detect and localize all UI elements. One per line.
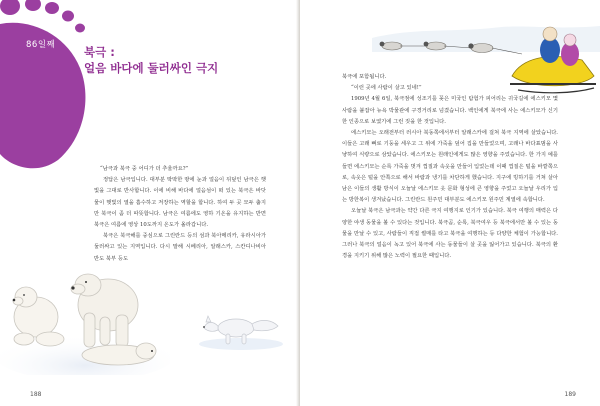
- left-paragraph-1: “남극과 북극 중 어디가 더 추울까요?”: [100, 166, 189, 172]
- right-page: [300, 0, 600, 406]
- right-paragraph-2: “이런 곳에 사람이 살고 있네!”: [351, 85, 422, 92]
- day-badge: 86일째: [26, 40, 56, 50]
- left-page: [0, 0, 299, 406]
- left-paragraph-3: 북극은 북극해를 중심으로 그린란드 등의 섬과 북아메리카, 유라시아가 둘러싸고 있는 지역입니다. 다시 말해 시베리아, 알래스카, 스칸디나비아 반도 북부 등도: [94, 233, 266, 262]
- right-paragraph-1: 북극에 포함됩니다.: [342, 74, 387, 80]
- chapter-title-line2: 얼음 바다에 둘러싸인 극지: [84, 61, 219, 75]
- right-paragraph-4: 에스키모는 오래전부터 러시아 북동쪽에서부터 알래스카에 걸쳐 북극 지역에 살았습니다. 이들은 고래 뼈로 기둥을 세우고 그 위에 가죽을 덮어 집을 만들었으며, 고래나 바다표범을 사냥하여 식량으로 삼았습니다. 에스키모는 원래인에게도 많은 영향을 주었습니다. 한 가지 예를 들면 에스키모는 순록 가죽을 벗겨 껍질과 속옷을 만들어 입었는데 이때 껍질은 털을 바깥쪽으로, 속옷은 털을 안쪽으로 해서 바람과 냉기를 차단하게 했습니다. 지구에 빙하기를 거쳐 살아남은 이들의 생활 방식이 오늘날 에스키모 옷 문화 형성에 큰 영향을 주었고 오늘날 우리가 입는 방한복이 생겨났습니다. 그린란드 원주민 대부분도 에스키모 원주민 계열에 속합니다.: [342, 130, 558, 204]
- right-paragraph-3: 1909년 4월 6일, 북극점에 성조기를 꽂은 미국인 탐험가 피어리는 귀국길에 에스키모 몇 사람을 붙잡아 뉴욕 박물관에 구경거리로 넘겼습니다. 백인에게 북극에 사는 에스키모가 신기한 인종으로 보였기에 그런 짓을 한 것입니다.: [342, 96, 558, 125]
- right-paragraph-5: 오늘날 북극은 남극과는 약간 다른 극지 여행지로 인기가 있습니다. 북극 여행의 매력은 다양한 야생 동물을 볼 수 있다는 것입니다. 북극곰, 순록, 북극여우 등 북극에서만 볼 수 있는 동물을 만날 수 있고, 사람들이 직접 썰매를 타고 북극을 여행하는 등 다양한 체험이 가능합니다. 그러나 북극의 얼음이 녹고 있어 북극에 사는 동물들이 살 곳을 잃어가고 있습니다. 북극의 환경을 지키기 위해 많은 노력이 필요한 때입니다.: [342, 208, 558, 260]
- chapter-title: [84, 44, 274, 76]
- arctic-fox-illustration: [196, 306, 286, 352]
- left-paragraph-2: 정답은 남극입니다. 대부분 딱딱한 땅에 눈과 얼음이 뒤덮인 남극은 햇빛을 그대로 반사합니다. 이에 비해 바다에 얼음섬이 떠 있는 북극은 바닷물이 햇빛의 열을 흡수하고 저장하는 역할을 합니다. 하여 두 곳 모두 춥지만 북극이 좀 더 따뜻합니다. 남극은 여름에도 영하 기온을 유지하는 반면 북극은 여름에 영상 10도까지 온도가 올라갑니다.: [94, 177, 266, 229]
- right-body-text: [342, 72, 558, 262]
- footprint-icon: [0, 0, 120, 170]
- left-body-text: [94, 164, 266, 265]
- page-number-left: 188: [30, 391, 42, 398]
- page-number-right: 189: [564, 391, 576, 398]
- chapter-title-line1: 북극 :: [84, 45, 115, 59]
- polar-bear-illustration: [0, 255, 170, 375]
